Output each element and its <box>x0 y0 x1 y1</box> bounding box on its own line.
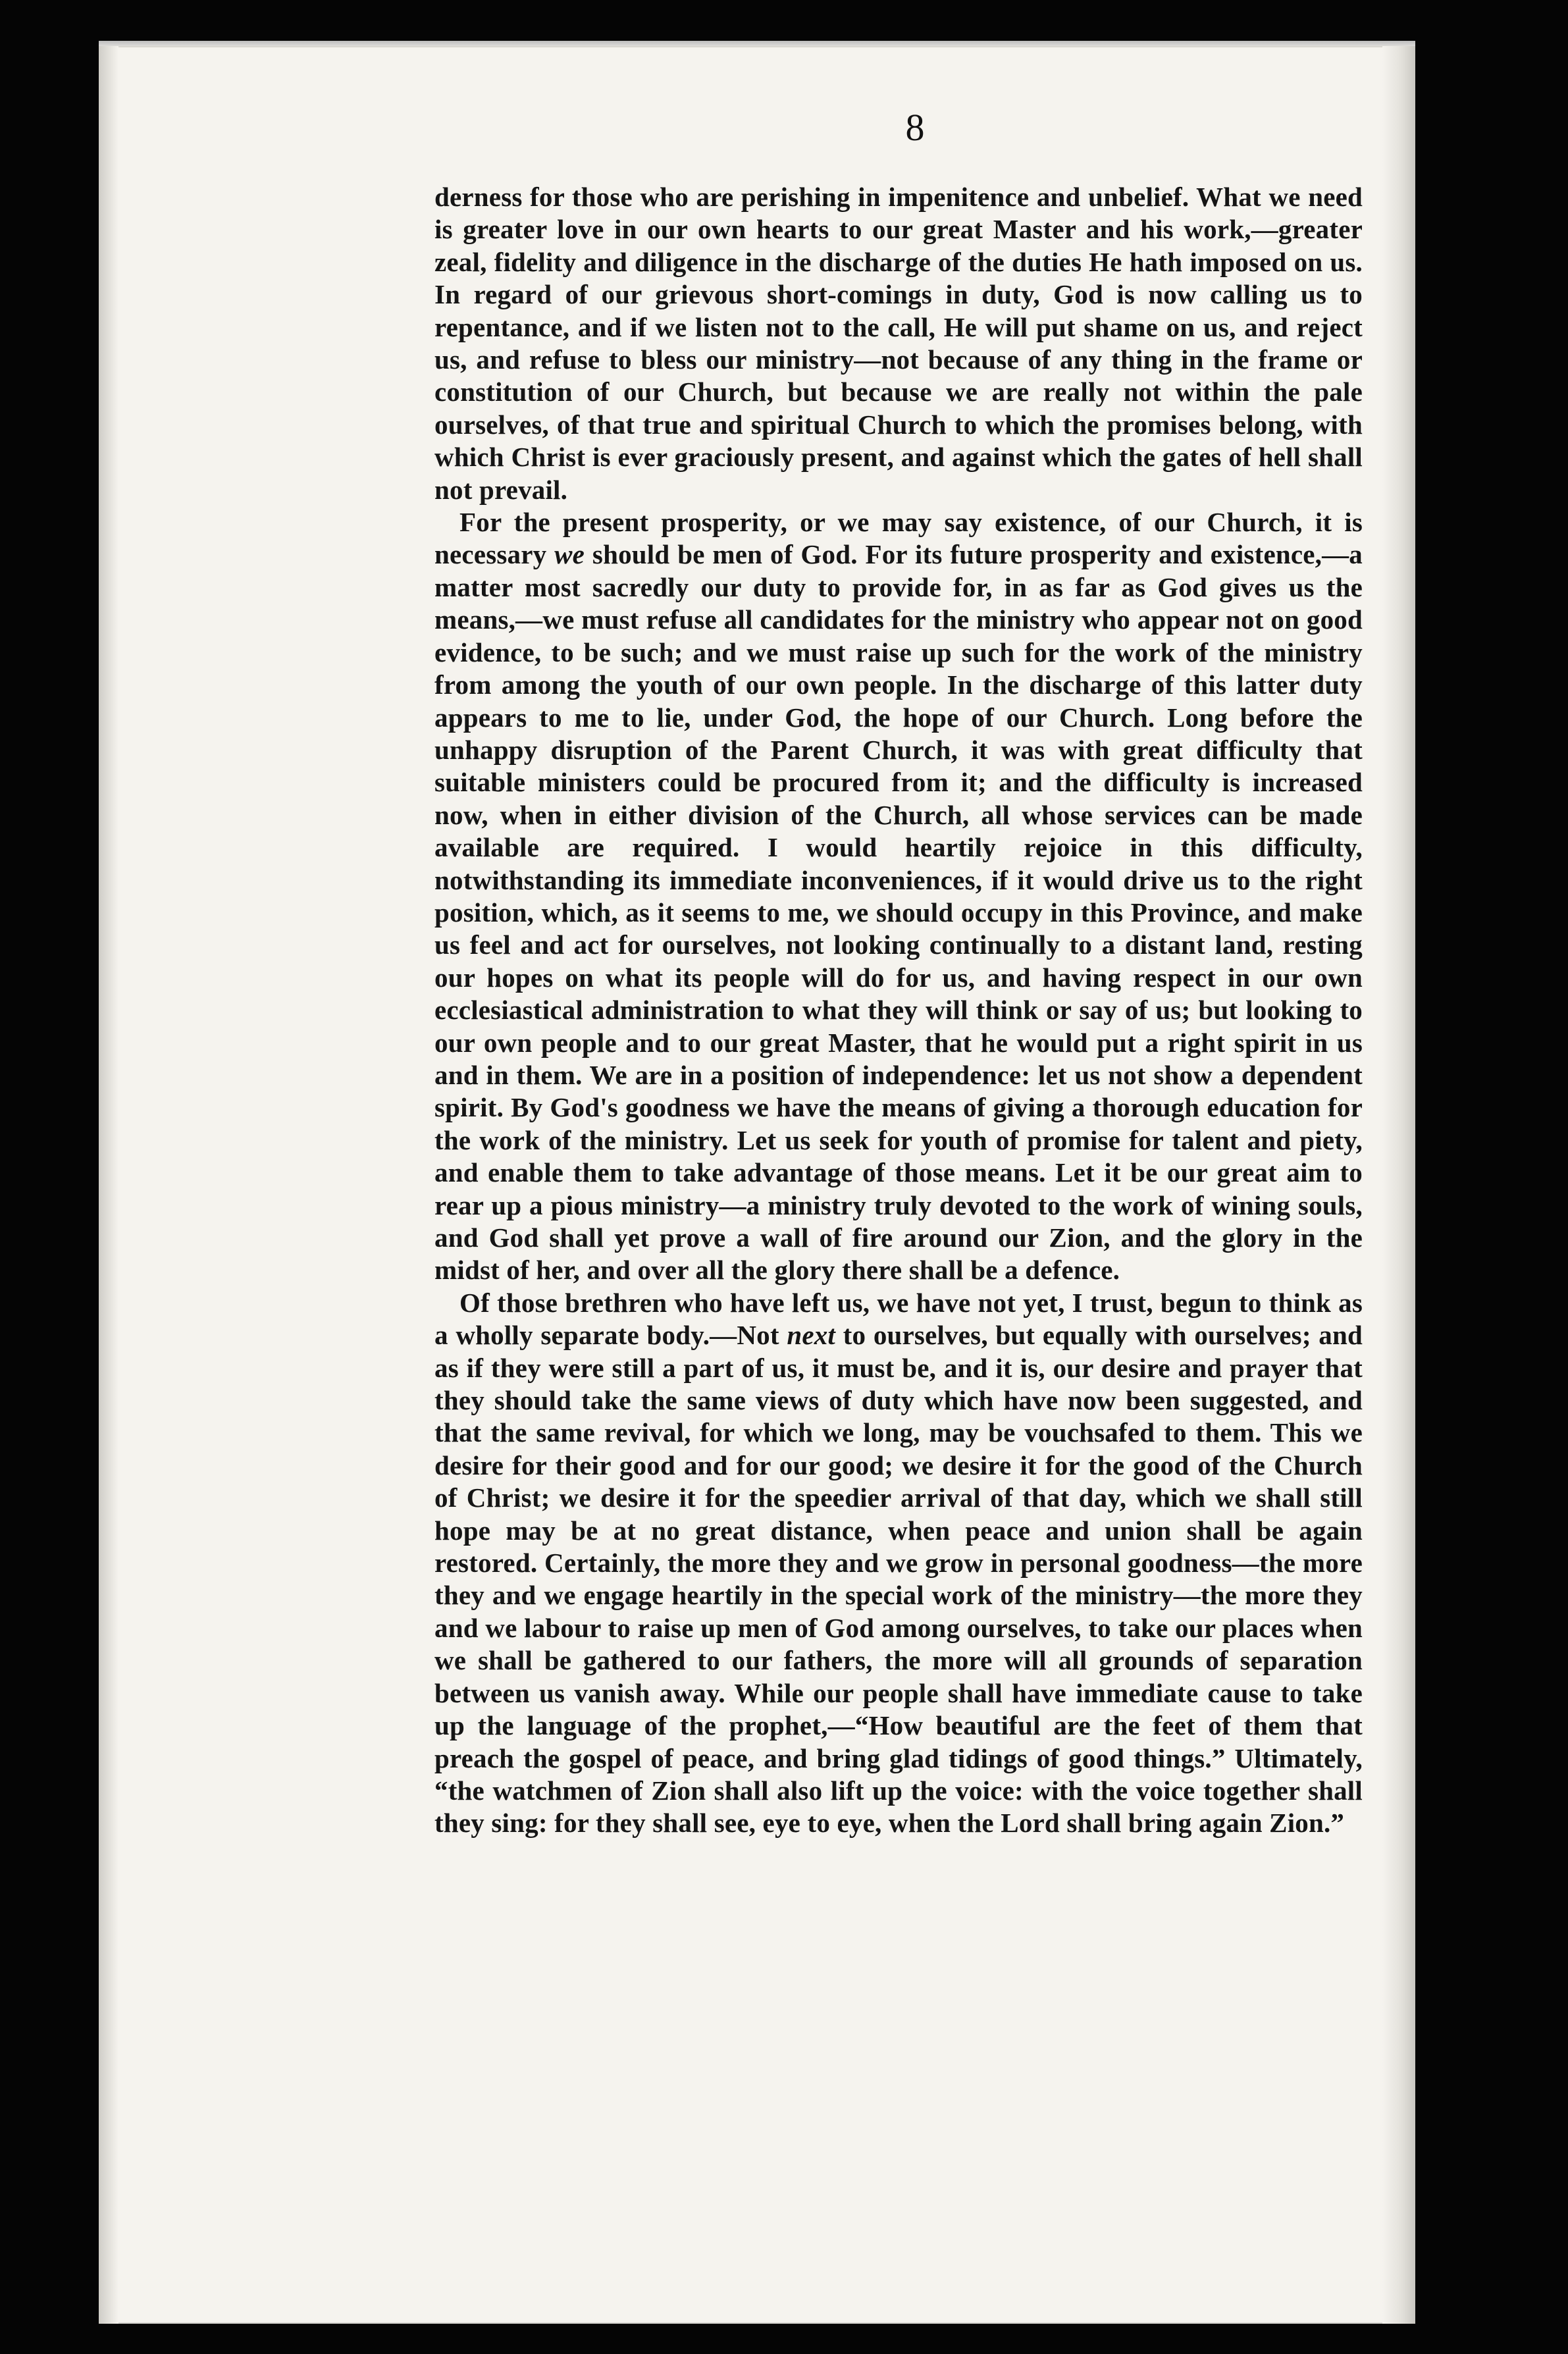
paragraph <box>434 1287 1363 1840</box>
page-right-fold <box>1382 46 1415 2324</box>
paragraph-text: derness for those who are perishing in impenitence and unbelief. What we need is greater love in our own hearts to our great Master and his work,—greater zeal, fidelity and diligence in the discharge of the duties He hath imposed on us. In regard of our grievous short-comings in duty, God is now calling us to repentance, and if we listen not to the call, He will put shame on us, and reject us, and refuse to bless our ministry—not because of any thing in the frame or constitution of our Church, but because we are really not within the pale ourselves, of that true and spiritual Church to which the promises belong, with which Christ is ever graciously present, and against which the gates of hell shall not prevail. <box>434 182 1363 505</box>
page-number: 8 <box>905 106 925 149</box>
page-left-edge <box>99 46 118 2324</box>
paragraph <box>434 181 1363 506</box>
paragraph-text: For the present prosperity, or we may say existence, of our Church, it is necessary <box>434 507 1363 570</box>
paragraph <box>434 506 1363 1287</box>
paragraph-text: Of those brethren who have left us, we have not yet, I trust, begun to think as a wholly separate body.—Not <box>434 1287 1363 1351</box>
body-text <box>434 181 1363 1840</box>
paragraph-text: should be men of God. For its future prosperity and existence,—a matter most sacredly our duty to provide for, in as far as God gives us the means,—we must refuse all candidates for the ministry who appear not on good evidence, to be such; and we must raise up such for the work of the ministry from among the youth of our own people. In the discharge of this latter duty appears to me to lie, under God, the hope of our Church. Long before the unhappy disruption of the Parent Church, it was with great difficulty that suitable ministers could be procured from it; and the difficulty is increased now, when in either division of the Church, all whose services can be made available are required. I would heartily rejoice in this difficulty, notwithstanding its immediate inconveniences, if it would drive us to the right position, which, as it seems to me, we should occupy in this Province, and make us feel and act for ourselves, not looking continually to a distant land, resting our hopes on what its people will do for us, and having respect in our own ecclesiastical administration to what they will think or say of us; but looking to our own people and to our great Master, that he would put a right spirit in us and in them. We are in a position of independence: let us not show a dependent spirit. By God's goodness we have the means of giving a thorough education for the work of the ministry. Let us seek for youth of promise for talent and piety, and enable them to take advantage of those means. Let it be our great aim to rear up a pious ministry—a ministry truly devoted to the work of wining souls, and God shall yet prove a wall of fire around our Zion, and the glory in the midst of her, and over all the glory there shall be a defence. <box>434 539 1363 1286</box>
emphasis-text: next <box>787 1320 836 1351</box>
emphasis-text: we <box>554 539 585 570</box>
paragraph-text: to ourselves, but equally with ourselves; and as if they were still a part of us, it must be, and it is, our desire and prayer that they should take the same views of duty which have now been suggested, and that the same revival, for which we long, may be vouchsafed to them. This we desire for their good and for our good; we desire it for the good of the Church of Christ; we desire it for the speedier arrival of that day, which we shall still hope may be at no great distance, when peace and union shall be again restored. Certainly, the more they and we grow in personal goodness—the more they and we engage heartily in the special work of the ministry—the more they and we labour to raise up men of God among ourselves, to take our places when we shall be gathered to our fathers, the more will all grounds of separation between us vanish away. While our people shall have immediate cause to take up the language of the prophet,—“How beautiful are the feet of them that preach the gospel of peace, and bring glad tidings of good things.” Ultimately, “the watchmen of Zion shall also lift up the voice: with the voice together shall they sing: for they shall see, eye to eye, when the Lord shall bring again Zion.” <box>434 1320 1363 1839</box>
